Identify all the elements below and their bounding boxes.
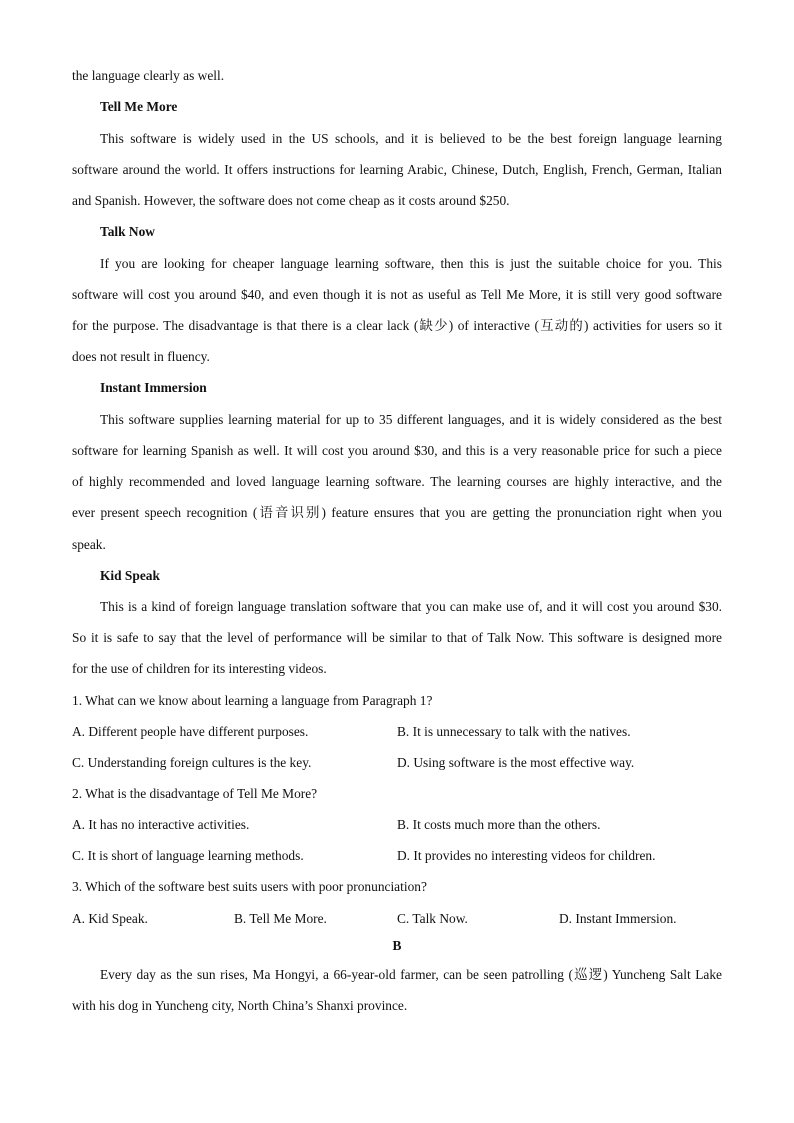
question-3-option-d[interactable]: D. Instant Immersion.: [559, 911, 677, 926]
question-3-stem: 3. Which of the software best suits users with poor pronunciation?: [72, 879, 427, 894]
question-1-option-d[interactable]: D. Using software is the most effective way.: [397, 755, 635, 770]
paragraph-line: does not result in fluency.: [72, 349, 210, 364]
paragraph-line: for the use of children for its interesting videos.: [72, 661, 327, 676]
question-2-option-b[interactable]: B. It costs much more than the others.: [397, 817, 601, 832]
question-2-option-d[interactable]: D. It provides no interesting videos for children.: [397, 848, 656, 863]
question-1-option-c[interactable]: C. Understanding foreign cultures is the key.: [72, 755, 312, 770]
section-title-kid-speak: Kid Speak: [100, 568, 160, 583]
question-1-option-b[interactable]: B. It is unnecessary to talk with the natives.: [397, 724, 631, 739]
question-1-stem: 1. What can we know about learning a language from Paragraph 1?: [72, 693, 433, 708]
intro-tail: the language clearly as well.: [72, 68, 225, 83]
section-title-instant-immersion: Instant Immersion: [100, 380, 207, 395]
paragraph-line: So it is safe to say that the level of performance will be similar to that of Talk Now. This software is designed more: [72, 630, 722, 645]
section-title-talk-now: Talk Now: [100, 224, 155, 239]
paragraph-line: with his dog in Yuncheng city, North China’s Shanxi province.: [72, 998, 408, 1013]
paragraph-line: software for learning Spanish as well. It will cost you around $30, and this is a very reasonable price for such a piece: [72, 443, 722, 458]
paragraph-line: Every day as the sun rises, Ma Hongyi, a 66-year-old farmer, can be seen patrolling (巡逻) Yuncheng Salt Lake: [100, 967, 722, 982]
question-2-stem: 2. What is the disadvantage of Tell Me More?: [72, 786, 318, 801]
passage-b-label: B: [392, 938, 402, 953]
section-title-tell-me-more: Tell Me More: [100, 99, 178, 114]
question-3-option-c[interactable]: C. Talk Now.: [397, 911, 468, 926]
paragraph-line: software around the world. It offers instructions for learning Arabic, Chinese, Dutch, English, French, German, Italian: [72, 162, 722, 177]
paragraph-line: This is a kind of foreign language translation software that you can make use of, and it will cost you around $30.: [100, 599, 722, 614]
paragraph-line: This software is widely used in the US schools, and it is believed to be the best foreign language learning: [100, 131, 722, 146]
question-1-option-a[interactable]: A. Different people have different purposes.: [72, 724, 309, 739]
paragraph-line: speak.: [72, 537, 106, 552]
question-3-option-b[interactable]: B. Tell Me More.: [234, 911, 327, 926]
question-2-option-a[interactable]: A. It has no interactive activities.: [72, 817, 250, 832]
paragraph-line: for the purpose. The disadvantage is that there is a clear lack (缺少) of interactive (互动的) activities for users so it: [72, 318, 722, 333]
paragraph-line: and Spanish. However, the software does not come cheap as it costs around $250.: [72, 193, 510, 208]
paragraph-line: This software supplies learning material for up to 35 different languages, and it is widely considered as the best: [100, 412, 722, 427]
question-3-option-a[interactable]: A. Kid Speak.: [72, 911, 148, 926]
question-2-option-c[interactable]: C. It is short of language learning methods.: [72, 848, 304, 863]
paragraph-line: If you are looking for cheaper language learning software, then this is just the suitable choice for you. This: [100, 256, 722, 271]
paragraph-line: software will cost you around $40, and even though it is not as useful as Tell Me More, it is still very good software: [72, 287, 722, 302]
paragraph-line: ever present speech recognition (语音识别) feature ensures that you are getting the pronunciation right when you: [72, 505, 722, 520]
paragraph-line: of highly recommended and loved language learning software. The learning courses are highly interactive, and the: [72, 474, 722, 489]
